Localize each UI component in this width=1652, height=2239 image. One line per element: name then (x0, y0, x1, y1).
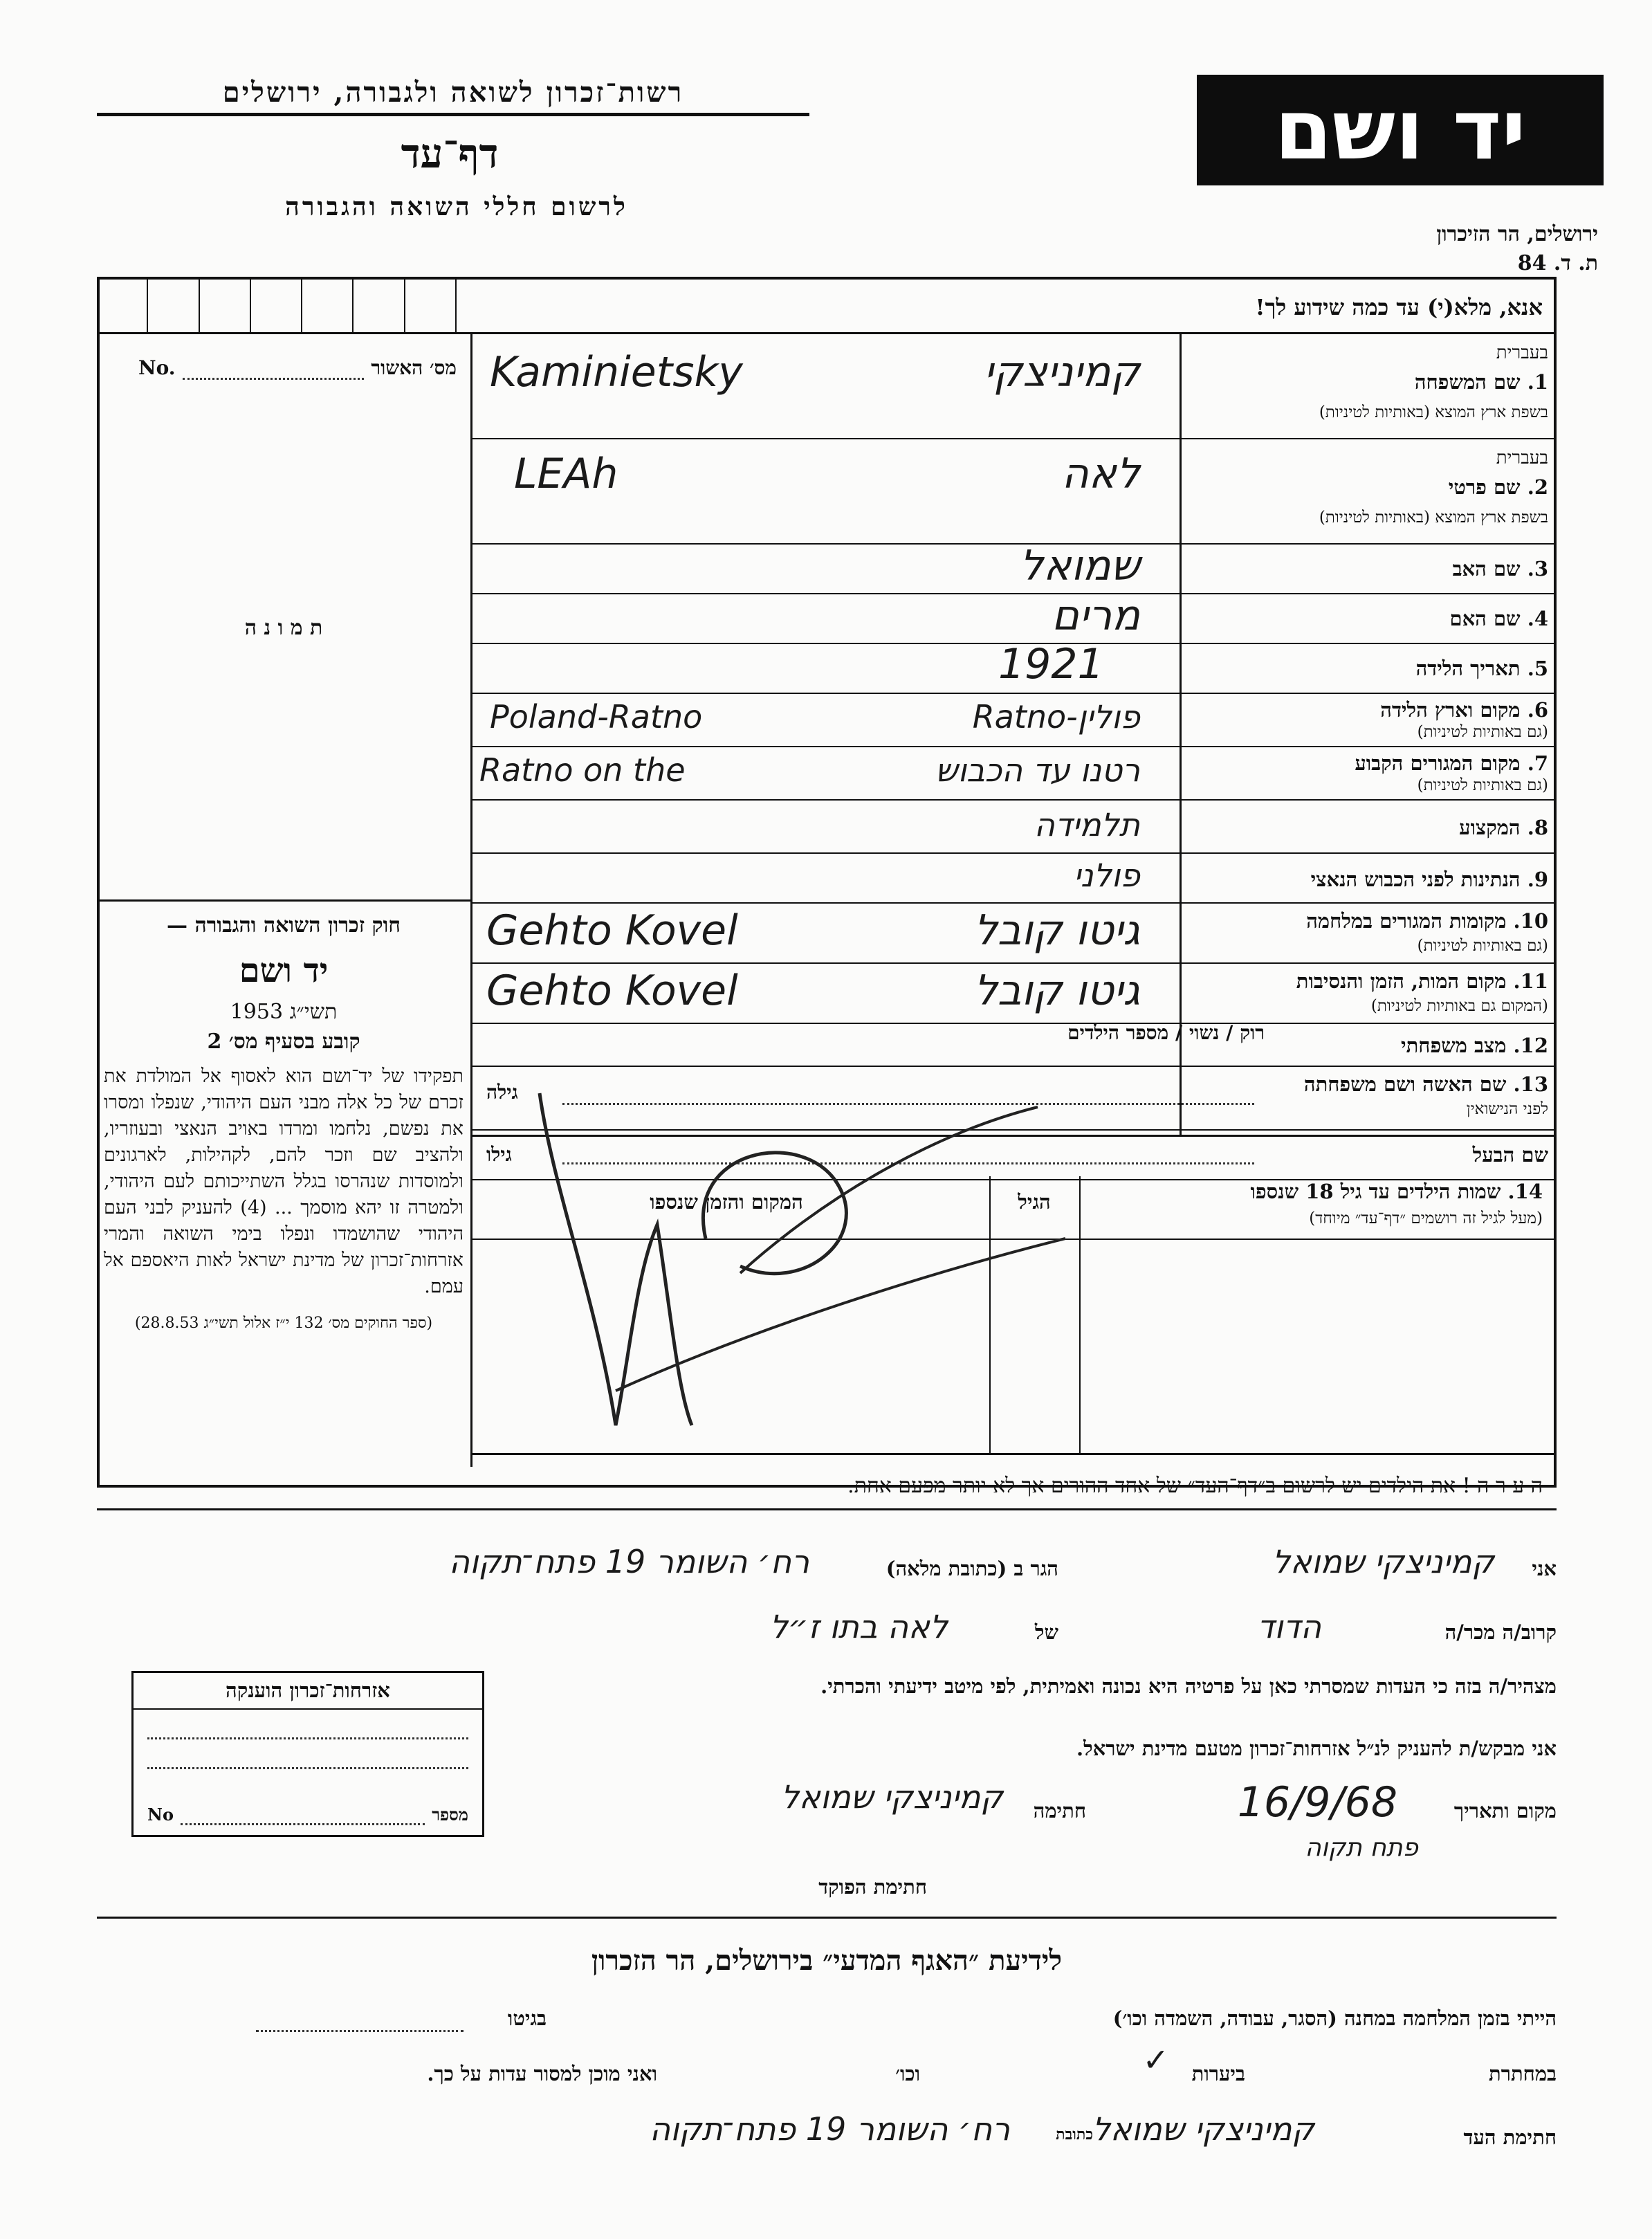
field-title: מקומות המגורים במלחמה (1306, 909, 1507, 933)
wife-age-label: גילה (486, 1081, 518, 1104)
registration-boxes (97, 277, 457, 332)
field-row-1 (472, 334, 1555, 439)
registration-input[interactable] (183, 356, 365, 380)
residence-hebrew[interactable]: רטנו עד הכבוש (935, 751, 1140, 789)
birthplace-latin[interactable]: Poland-Ratno (490, 698, 703, 735)
form-title: דף־עד (401, 130, 499, 177)
citizenship-title: אזרחות־זכרון הוענקה (134, 1673, 482, 1710)
law-year: תשי״ג 1953 (230, 1000, 338, 1024)
registration-number (138, 356, 457, 380)
statement: מצהיר/ה בזה כי העדות שמסרתי כאן על פרטיה היא נכונה ואמיתית, לפי מיטב ידיעתי והכרתי. (820, 1674, 1557, 1698)
surname-hebrew[interactable]: קמיניצקי (984, 348, 1140, 396)
field-row-6 (472, 694, 1555, 747)
declarant-name[interactable]: קמיניצקי שמואל (1272, 1543, 1494, 1580)
declarant-signature[interactable]: קמיניצקי שמואל (781, 1778, 1003, 1816)
field-title: הנתינות לפני הכבוש הנאצי (1310, 868, 1521, 891)
field-row-4 (472, 594, 1555, 644)
field-number: 10. (1513, 909, 1548, 933)
field-title: שם האב (1452, 557, 1521, 581)
citizenship-line[interactable] (147, 1767, 468, 1769)
citizenship-line[interactable] (147, 1737, 468, 1739)
divider (1079, 1176, 1081, 1453)
firstname-hebrew[interactable]: לאה (1061, 450, 1140, 498)
of-label: של (1034, 1620, 1058, 1644)
photo-label: ת מ ו נ ה (244, 616, 323, 640)
witness-address-label: כתובת (1056, 2126, 1093, 2144)
field-label (1415, 370, 1548, 394)
reg-box[interactable] (302, 277, 354, 332)
declarant-address[interactable]: רח׳ השומר 19 פתח־תקוה (449, 1543, 809, 1580)
firstname-latin[interactable]: LEAh (514, 450, 618, 498)
field-sublabel: (המקום גם באותיות לטיניות) (1370, 997, 1548, 1015)
children-place-col: המקום והזמן שנספו (650, 1190, 803, 1214)
field-row-3 (472, 542, 1555, 594)
field-number: 5. (1527, 657, 1548, 680)
field-number: 12. (1513, 1034, 1548, 1057)
father-name[interactable]: שמואל (1020, 542, 1140, 590)
address-block (1314, 220, 1598, 278)
ghetto-label: בגיטו (507, 2007, 547, 2030)
children-note: ה ע ר ה ! את הילדים יש לרשום ב״דף־העד״ של אחד ההורים אך לא יותר מפעם אחת. (847, 1474, 1543, 1498)
wartime-residence-latin[interactable]: Gehto Kovel (486, 906, 738, 955)
field-title: תאריך הלידה (1415, 657, 1521, 680)
field-sublabel: בשפת ארץ המוצא (באותיות לטיניות) (1319, 509, 1548, 527)
field-number: 4. (1527, 607, 1548, 630)
fields-table (472, 334, 1555, 1180)
nationality[interactable]: פולני (1073, 857, 1140, 894)
signature-label: חתימה (1033, 1799, 1086, 1822)
etc-label: וכו׳ (895, 2062, 920, 2085)
field-number: 8. (1527, 816, 1548, 839)
request: אני מבקש/ת להעניק לנ״ל אזרחות־זכרון מטעם מדינת ישראל. (1076, 1737, 1557, 1760)
cross-out-scribble (512, 1066, 1079, 1481)
yad-vashem-logo: יד ושם (1197, 75, 1604, 185)
officer-label: חתימת הפוקד (818, 1875, 927, 1899)
law-text: תפקידו של יד־ושם הוא לאסוף אל המולדת את זכרם של כל אלה מבני העם היהודי, שנפלו ומסרו את נפשם, נלחמו ומרדו באויב הנאצי ובעוזריו, ולהציב שם וזכר להם, לקהילות, לארגונים ולמוסדות שנהרסו בגלל השתייכותם לעם היהודי, ולמטרה זו יהא מוסמך ... (4) להעניק לבני העם היהודי שהושמדו ונפלו בימי השואה והמרי אזרחות־זכרון של מדינת ישראל לאות היאספם אל עמם. (104, 1066, 464, 1297)
reg-box[interactable] (97, 277, 148, 332)
field-title: המקצוע (1459, 816, 1521, 839)
mother-name[interactable]: מרים (1052, 592, 1140, 640)
citizenship-box (131, 1671, 484, 1837)
birthplace-hebrew[interactable]: פולין-Ratno (972, 698, 1140, 735)
death-place-latin[interactable]: Gehto Kovel (486, 967, 738, 1015)
field-sublabel: לפני הנישואין (1466, 1100, 1548, 1118)
field-sublabel: (גם באותיות לטיניות) (1417, 723, 1548, 741)
field-sublabel: (גם באותיות לטיניות) (1417, 937, 1548, 955)
children-number: 14. (1507, 1180, 1543, 1203)
relation[interactable]: הדוד (1257, 1608, 1321, 1645)
children-heading: שמות הילדים עד גיל 18 שנספו (1250, 1180, 1501, 1203)
form-subtitle: לרשום חללי השואה והגבורה (285, 192, 628, 221)
field-number: 11. (1513, 969, 1548, 993)
address-line: ירושלים, הר הזיכרון (1436, 222, 1598, 246)
place-date-label: מקום ותאריך (1453, 1799, 1557, 1822)
footer-heading: לידיעת ״האגף המדעי״ בירושלים, הר הזכרון (591, 1944, 1063, 1977)
field-sublabel: (גם באותיות לטיניות) (1417, 776, 1548, 794)
camp-label: הייתי בזמן המלחמה במחנה (הסגר, עבודה, השמדה וכו׳) (1112, 2007, 1557, 2030)
field-title: שם האם (1449, 607, 1521, 630)
field-title: מקום וארץ הלידה (1380, 698, 1521, 722)
field-title: שם פרטי (1448, 475, 1521, 499)
divider (97, 899, 470, 902)
field-row-10 (472, 904, 1555, 964)
death-place-hebrew[interactable]: גיטו קובל (973, 967, 1140, 1015)
field-title: מקום המגורים הקבוע (1355, 751, 1521, 775)
husband-age-label: גילו (486, 1143, 512, 1166)
law-name: יד ושם (239, 951, 329, 990)
underground-label: במחתרת (1489, 2062, 1557, 2085)
reg-box[interactable] (354, 277, 405, 332)
divider (97, 1508, 1557, 1510)
of-person[interactable]: לאה בתו ז״ל (769, 1608, 948, 1645)
citizenship-number-input[interactable] (181, 1804, 425, 1825)
po-box: ת. ד. 84 (1517, 251, 1598, 275)
field-number: 2. (1527, 475, 1548, 499)
field-number: 9. (1527, 868, 1548, 891)
field-row-9 (472, 854, 1555, 904)
field-row-12 (472, 1021, 1555, 1067)
law-clause: קובע בסעיף מס׳ 2 (207, 1030, 360, 1054)
footer-camp-line (97, 2000, 1557, 2041)
field-label (1449, 475, 1548, 500)
declaration-line-1 (97, 1543, 1557, 1605)
field-row-11 (472, 964, 1555, 1024)
birth-date[interactable]: 1921 (998, 640, 1104, 688)
field-number: 6. (1527, 698, 1548, 722)
no-label: No. (138, 356, 176, 379)
ghetto-input[interactable] (256, 2030, 464, 2032)
reg-box[interactable] (405, 277, 457, 332)
field-row-5 (472, 640, 1555, 694)
declaration-place[interactable]: פתח תקוה (1305, 1834, 1418, 1862)
residence-latin[interactable]: Ratno on the (479, 751, 686, 789)
field-title: שם האשה ושם משפחתה (1303, 1072, 1507, 1096)
law-heading: חוק זכרון השואה והגבורה — (167, 913, 401, 938)
field-number: 3. (1527, 557, 1548, 581)
ready-text: ואני מוכן למסור עדות על כך. (427, 2062, 657, 2085)
children-sub: (מעל לגיל זה רושמים ״דף־עד״ מיוחד) (1309, 1209, 1543, 1227)
hebrew-tag: בעברית (1496, 448, 1548, 468)
footer-witness-line (97, 2110, 1557, 2166)
forests-check[interactable]: ✓ (1142, 2041, 1169, 2078)
citizenship-number (147, 1804, 468, 1825)
field-sublabel: בשפת ארץ המוצא (באותיות לטיניות) (1319, 403, 1548, 421)
law-reference: (ספר החוקים מס׳ 132 י״ז אלול תשי״ג 28.8.53) (134, 1315, 433, 1332)
children-age-col: הגיל (1018, 1190, 1051, 1214)
field-row-2 (472, 439, 1555, 545)
field-title: מצב משפחתי (1401, 1034, 1507, 1057)
children-title (1107, 1180, 1543, 1204)
i-label: אני (1532, 1557, 1557, 1580)
field-title: שם המשפחה (1414, 370, 1521, 394)
registration-label: מס׳ האשור (371, 356, 457, 379)
wartime-residence-hebrew[interactable]: גיטו קובל (973, 906, 1140, 955)
law-section (104, 913, 464, 1332)
field-title: מקום המות, הזמן והנסיבות (1296, 969, 1507, 993)
husband-label: שם הבעל (1472, 1143, 1548, 1167)
reg-box[interactable] (148, 277, 199, 332)
authority-header: רשות־זכרון לשואה ולגבורה, ירושלים (97, 76, 809, 116)
forests-label: ביערות (1191, 2062, 1245, 2085)
resident-label: הגר ב (כתובת מלאה) (885, 1557, 1058, 1580)
declaration-date[interactable]: 16/9/68 (1237, 1778, 1397, 1827)
witness-address[interactable]: רח׳ השומר 19 פתח־תקוה (650, 2110, 1010, 2148)
relative-label: קרוב/ה מכר/ה (1444, 1620, 1557, 1644)
instruction: אנא, מלא(י) עד כמה שידוע לך! (1255, 294, 1543, 320)
footer-underground-line (97, 2041, 1557, 2096)
marital-options[interactable]: רוק / נשוי / מספר הילדים (1067, 1021, 1265, 1044)
reg-box[interactable] (251, 277, 302, 332)
declaration-line-2 (97, 1608, 1557, 1661)
divider (97, 1917, 1557, 1919)
surname-latin[interactable]: Kaminietsky (490, 348, 743, 396)
reg-box[interactable] (200, 277, 251, 332)
number-label: מספר (432, 1804, 468, 1825)
no-label: No (147, 1804, 174, 1825)
witness-signature[interactable]: קמיניצקי שמואל (1092, 2110, 1314, 2148)
hebrew-tag: בעברית (1496, 342, 1548, 363)
field-number: 13. (1513, 1072, 1548, 1096)
witness-label: חתימת העד (1463, 2126, 1557, 2149)
field-row-7 (472, 747, 1555, 801)
field-number: 7. (1527, 751, 1548, 775)
field-row-8 (472, 801, 1555, 854)
profession[interactable]: תלמידה (1034, 806, 1140, 843)
field-number: 1. (1527, 370, 1548, 394)
